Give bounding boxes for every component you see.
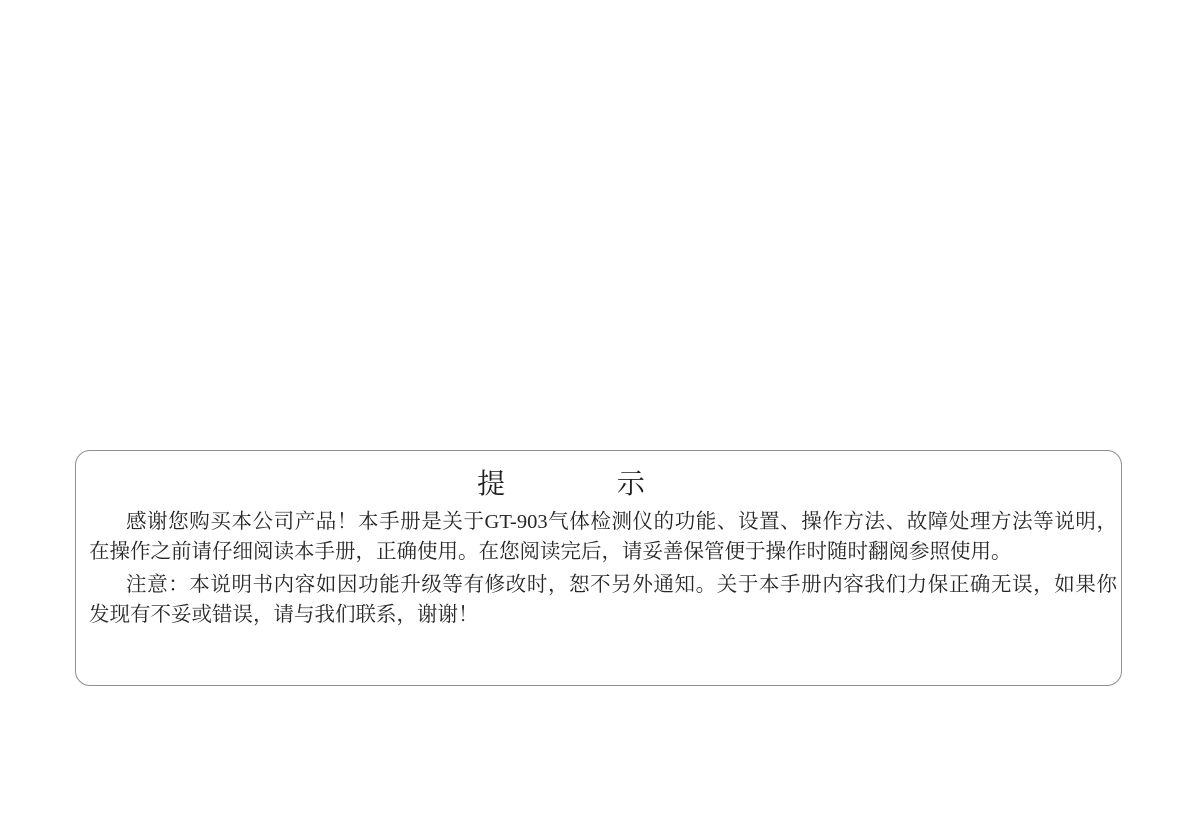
notice-title: 提 示 bbox=[477, 468, 645, 499]
product-model: GT-903 bbox=[484, 511, 548, 533]
notice-paragraph2-line2: 发现有不妥或错误，请与我们联系，谢谢！ bbox=[89, 603, 479, 626]
notice-box bbox=[75, 450, 1122, 686]
notice-paragraph1-line1-post: 气体检测仪的功能、设置、操作方法、故障处理方法等说明， bbox=[547, 510, 1118, 533]
notice-body bbox=[89, 507, 1117, 630]
notice-paragraph1-line2: 在操作之前请仔细阅读本手册，正确使用。在您阅读完后，请妥善保管便于操作时随时翻阅参照使用。 bbox=[89, 540, 1012, 563]
notice-paragraph2-line1: 注意：本说明书内容如因功能升级等有修改时，恕不另外通知。关于本手册内容我们力保正确无误，如果你 bbox=[126, 573, 1117, 596]
notice-paragraph1-line1 bbox=[89, 507, 1117, 537]
notice-paragraph1-line1-pre: 感谢您购买本公司产品！本手册是关于 bbox=[126, 510, 485, 533]
